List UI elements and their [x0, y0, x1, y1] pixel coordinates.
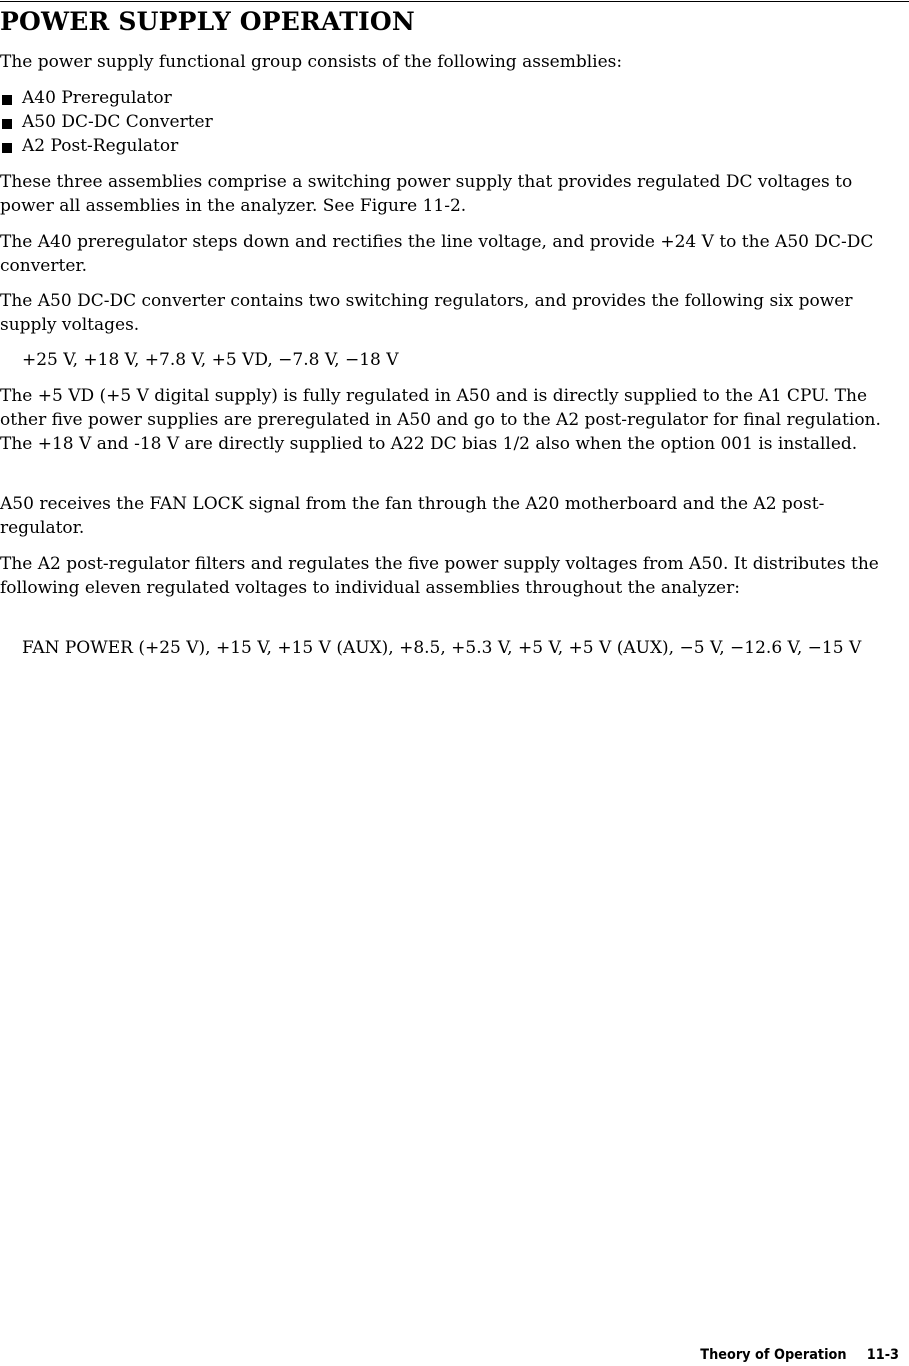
- section-heading: POWER SUPPLY OPERATION: [0, 7, 415, 36]
- paragraph-a2: The A2 post-regulator filters and regulates the five power supply voltages from A50. It distributes the following eleven regulated voltages to individual assemblies throughout the analyzer:: [0, 554, 879, 598]
- footer-section-title: Theory of Operation: [700, 1347, 847, 1363]
- intro-paragraph: The power supply functional group consists of the following assemblies:: [0, 52, 623, 72]
- square-bullet-icon: [2, 119, 12, 129]
- eleven-voltages-list: FAN POWER (+25 V), +15 V, +15 V (AUX), +8.5, +5.3 V, +5 V, +5 V (AUX), −5 V, −12.6 V, −15 V: [22, 638, 862, 658]
- six-voltages-list: +25 V, +18 V, +7.8 V, +5 VD, −7.8 V, −18 V: [22, 350, 399, 370]
- list-item-text: A2 Post-Regulator: [22, 136, 179, 156]
- square-bullet-icon: [2, 95, 12, 105]
- top-rule: [0, 1, 909, 2]
- list-item-text: A40 Preregulator: [22, 88, 172, 108]
- page-number: 11-3: [866, 1347, 899, 1363]
- paragraph-a50: The A50 DC-DC converter contains two switching regulators, and provides the following six power supply voltages.: [0, 291, 853, 335]
- square-bullet-icon: [2, 143, 12, 153]
- page-footer: [700, 1345, 899, 1365]
- paragraph-5vd: The +5 VD (+5 V digital supply) is fully regulated in A50 and is directly supplied to the A1 CPU. The other five power supplies are preregulated in A50 and go to the A2 post-regulator for final regulation. The +18 V and -18 V are directly supplied to A22 DC bias 1/2 also when the option 001 is installed.: [0, 386, 881, 454]
- paragraph-fan-lock: A50 receives the FAN LOCK signal from the fan through the A20 motherboard and the A2 post-regulator.: [0, 494, 825, 538]
- paragraph-switching-supply: These three assemblies comprise a switching power supply that provides regulated DC voltages to power all assemblies in the analyzer. See Figure 11-2.: [0, 172, 853, 216]
- paragraph-a40: The A40 preregulator steps down and rectifies the line voltage, and provide +24 V to the A50 DC-DC converter.: [0, 232, 874, 276]
- list-item-text: A50 DC-DC Converter: [22, 112, 213, 132]
